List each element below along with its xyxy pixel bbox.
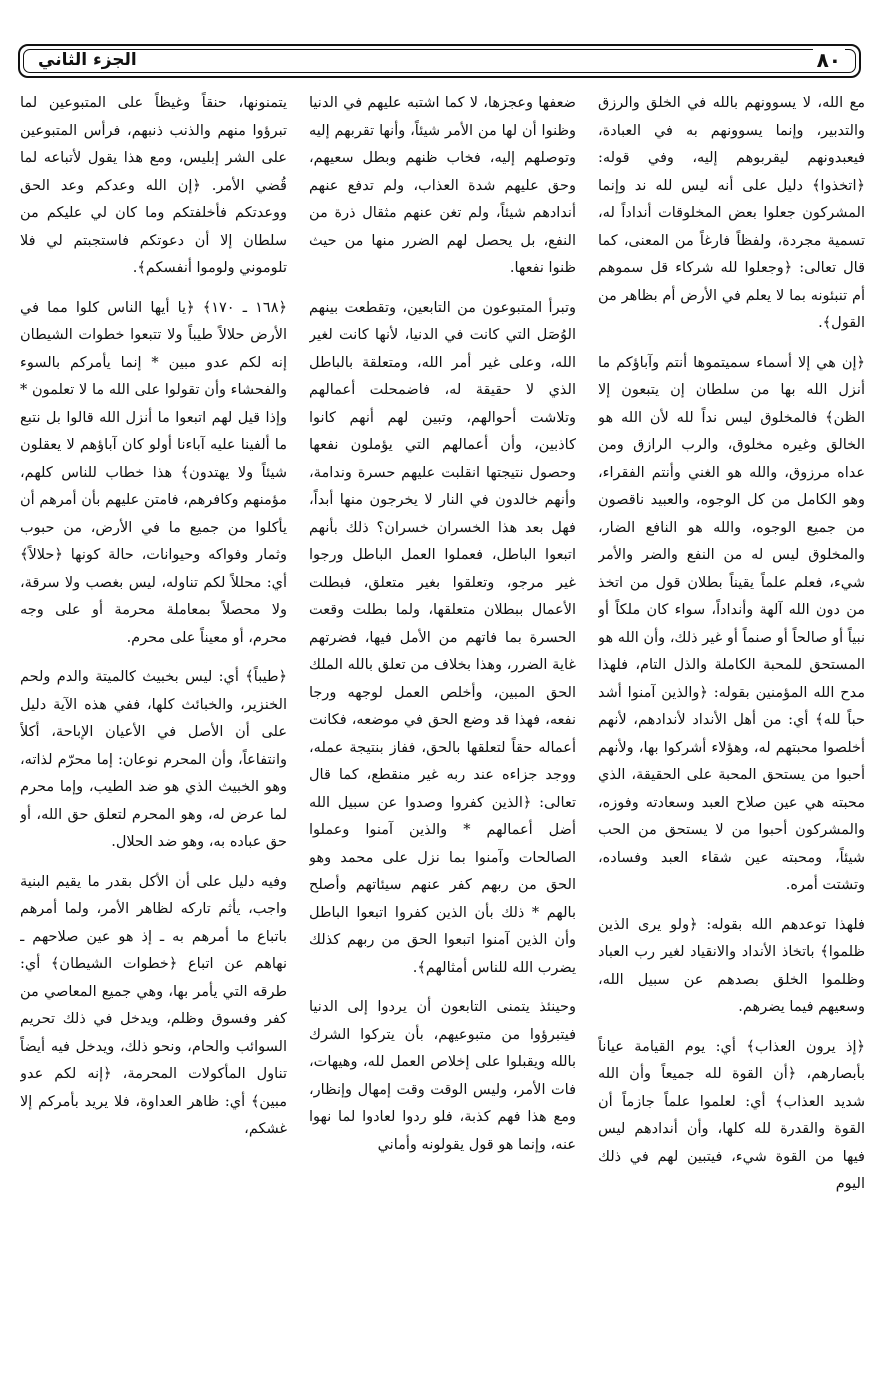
paragraph: وفيه دليل على أن الأكل بقدر ما يقيم البنية واجب، يأثم تاركه لظاهر الأمر، ولما أمرهم باتباع ما أمرهم به ـ إذ هو عين صلاحهم ـ نهاهم عن اتباع ﴿خطوات الشيطان﴾ أي: طرقه التي يأمر بها، وهي جميع المعاصي من كفر وفسوق وظلم، ويدخل في ذلك تحريم السوائب والحام، ونحو ذلك، ويدخل فيه أيضاً تناول المأكولات المحرمة، ﴿إنه لكم عدو مبين﴾ أي: ظاهر العداوة، فلا يريد بأمركم إلا غشكم،: [20, 873, 287, 1137]
paragraph: وتبرأ المتبوعون من التابعين، وتقطعت بينهم الوُصَل التي كانت في الدنيا، لأنها كانت لغير الله، وعلى غير أمر الله، ومتعلقة بالباطل الذي لا حقيقة له، فاضمحلت أعمالهم وتلاشت أحوالهم، وتبين لهم أنهم كانوا كاذبين، وأن أعمالهم التي يؤملون نفعها وحصول نتيجتها انقلبت عليهم حسرة وندامة، وأنهم خالدون في النار لا يخرجون منها أبداً، فهل بعد هذا الخسران خسران؟ ذلك بأنهم اتبعوا الباطل، فعملوا العمل الباطل ورجوا غير مرجو، وتعلقوا بغير متعلق، فبطلت الأعمال ببطلان متعلقها، ولما بطلت وقعت الحسرة بما فاتهم من الأمل فيها، فضرتهم غاية الضرر، وهذا بخلاف من تعلق بالله الملك الحق المبين، وأخلص العمل لوجهه ورجا نفعه، فهذا قد وضع الحق في موضعه، فكانت أعماله حقاً لتعلقها بالحق، ففاز بنتيجة عمله، ووجد جزاءه عند ربه غير منقطع، كما قال تعالى: ﴿الذين كفروا وصدوا عن سبيل الله أضل أعمالهم * والذين آمنوا وعملوا الصالحات وآمنوا بما نزل على محمد وهو الحق من ربهم كفر عنهم سيئاتهم وأصلح بالهم * ذلك بأن الذين كفروا اتبعوا الباطل وأن الذين آمنوا اتبعوا الحق من ربهم كذلك يضرب الله للناس أمثالهم﴾.: [309, 299, 576, 976]
column-left: [20, 90, 287, 1370]
paragraph: ضعفها وعجزها، لا كما اشتبه عليهم في الدنيا وظنوا أن لها من الأمر شيئاً، وأنها تقربهم إليه وتوصلهم إليه، فخاب ظنهم وبطل سعيهم، وحق عليهم شدة العذاب، ولم تدفع عنهم أندادهم شيئاً، ولم تغن عنهم مثقال ذرة من النفع، بل يحصل لهم الضرر منها من حيث ظنوا نفعها.: [309, 95, 576, 276]
paragraph: ﴿١٦٨ ـ ١٧٠﴾ ﴿يا أيها الناس كلوا مما في الأرض حلالاً طيباً ولا تتبعوا خطوات الشيطان إنه لكم عدو مبين * إنما يأمركم بالسوء والفحشاء وأن تقولوا على الله ما لا تعلمون * وإذا قيل لهم اتبعوا ما أنزل الله قالوا بل نتبع ما ألفينا عليه آباءنا أولو كان آباؤهم لا يعقلون شيئاً ولا يهتدون﴾ هذا خطاب للناس كلهم، مؤمنهم وكافرهم، فامتن عليهم بأن أمرهم أن يأكلوا من جميع ما في الأرض، من حبوب وثمار وفواكه وحيوانات، حالة كونها ﴿حلالاً﴾ أي: محللاً لكم تناوله، ليس بغصب ولا سرقة، ولا محصلاً بمعاملة محرمة أو على وجه محرم، أو معيناً على محرم.: [20, 299, 287, 646]
column-middle: [309, 90, 576, 1370]
paragraph: ﴿طيباً﴾ أي: ليس بخبيث كالميتة والدم ولحم الخنزير، والخبائث كلها، ففي هذه الآية دليل على أن الأصل في الأعيان الإباحة، أكلاً وانتفاعاً، وأن المحرم نوعان: إما محرّم لذاته، وهو الخبيث الذي هو ضد الطيب، وإما محرم لما عرض له، وهو المحرم لتعلق حق الله، أو حق عباده به، وهو ضد الحلال.: [20, 669, 287, 850]
paragraph: ﴿إن هي إلا أسماء سميتموها أنتم وآباؤكم ما أنزل الله بها من سلطان إن يتبعون إلا الظن﴾ فالمخلوق ليس نداً لله لأن الله هو الخالق وغيره مخلوق، والرب الرازق ومن عداه مرزوق، والله هو الغني وأنتم الفقراء، وهو الكامل من كل الوجوه، والعبيد ناقصون من جميع الوجوه، والله هو النافع الضار، والمخلوق ليس له من النفع والضر والأمر شيء، فعلم علماً يقيناً بطلان قول من اتخذ من دون الله آلهة وأنداداً، سواء كان ملكاً أو نبياً أو صالحاً أو صنماً أو غير ذلك، وأن الله هو المستحق للمحبة الكاملة والذل التام، فلهذا مدح الله المؤمنين بقوله: ﴿والذين آمنوا أشد حباً لله﴾ أي: من أهل الأنداد لأندادهم، لأنهم أخلصوا محبتهم له، وهؤلاء أشركوا بها، ولأنهم أحبوا من يستحق المحبة على الحقيقة، الذي محبته هي عين صلاح العبد وسعادته وفوزه، والمشركون أحبوا من لا يستحق من الحب شيئاً، ومحبته عين شقاء العبد وفساده، وتشتت أمره.: [598, 354, 865, 893]
paragraph: وحينئذ يتمنى التابعون أن يردوا إلى الدنيا فيتبرؤوا من متبوعيهم، بأن يتركوا الشرك بالله ويقبلوا على إخلاص العمل لله، وهيهات، فات الأمر، وليس الوقت وقت إمهال وإنظار، ومع هذا فهم كذبة، فلو ردوا لعادوا لما نهوا عنه، وإنما هو قول يقولونه وأماني: [309, 999, 576, 1153]
paragraph: يتمنونها، حنقاً وغيظاً على المتبوعين لما تبرؤوا منهم والذنب ذنبهم، فرأس المتبوعين على الشر إبليس، ومع هذا يقول لأتباعه لما قُضي الأمر. ﴿إن الله وعدكم وعد الحق ووعدتكم فأخلفتكم وما كان لي عليكم من سلطان إلا أن دعوتكم فاستجبتم لي فلا تلوموني ولوموا أنفسكم﴾.: [20, 95, 287, 276]
paragraph: فلهذا توعدهم الله بقوله: ﴿ولو يرى الذين ظلموا﴾ باتخاذ الأنداد والانقياد لغير رب العباد وظلموا الخلق بصدهم عن سبيل الله، وسعيهم فيما يضرهم.: [598, 916, 865, 1015]
page-number: ٨٠: [813, 48, 845, 72]
page-header-frame: [18, 44, 861, 78]
text-columns: [20, 90, 865, 1370]
column-right: [598, 90, 865, 1370]
paragraph: مع الله، لا يسوونهم بالله في الخلق والرزق والتدبير، وإنما يسوونهم به في العبادة، فيعبدونهم ليقربوهم إليه، وفي قوله: ﴿اتخذوا﴾ دليل على أنه ليس لله ند وإنما المشركون جعلوا بعض المخلوقات أنداداً له، تسمية مجردة، ولفظاً فارغاً من المعنى، كما قال تعالى: ﴿وجعلوا لله شركاء قل سموهم أم تنبئونه بما لا يعلم في الأرض أم بظاهر من القول﴾.: [598, 95, 865, 331]
paragraph: ﴿إذ يرون العذاب﴾ أي: يوم القيامة عياناً بأبصارهم، ﴿أن القوة لله جميعاً وأن الله شديد العذاب﴾ أي: لعلموا علماً جازماً أن القوة والقدرة لله كلها، وأن أندادهم ليس فيها من القوة شيء، فيتبين لهم في ذلك اليوم: [598, 1038, 865, 1192]
part-label: الجزء الثاني: [34, 50, 141, 70]
